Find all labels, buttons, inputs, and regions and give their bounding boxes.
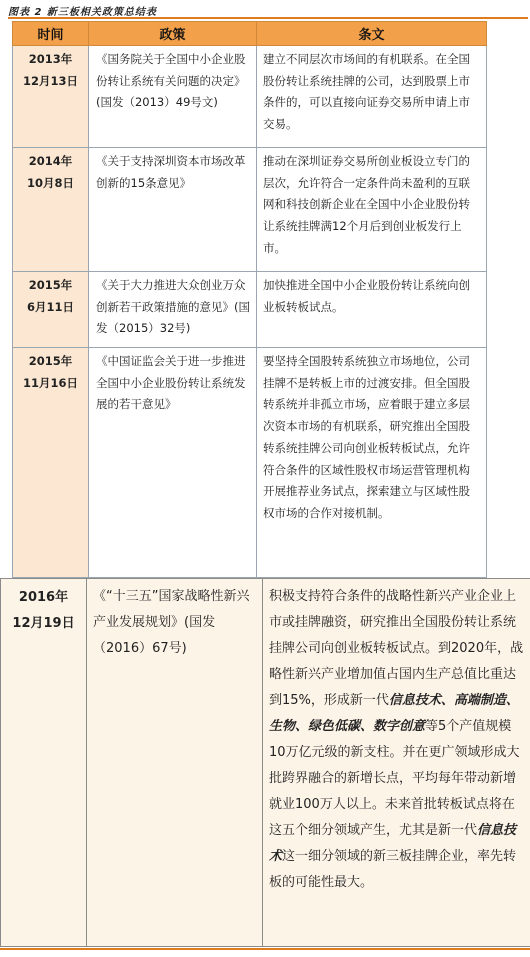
row-date: [13, 272, 89, 348]
figure-caption: 图表 2 新三板相关政策总结表: [8, 7, 157, 18]
row-date: [1, 579, 87, 947]
row-policy: 《中国证监会关于进一步推进全国中小企业股份转让系统发展的若干意见》: [89, 348, 257, 578]
clause-text: 这一细分领域的新三板挂牌企业，率先转板的可能性最大。: [269, 849, 517, 890]
row-date: [13, 148, 89, 272]
date-day: 10月8日: [26, 175, 74, 190]
header-clause: 条文: [257, 22, 487, 46]
row-policy: 《关于支持深圳资本市场改革创新的15条意见》: [89, 148, 257, 272]
table-row: [13, 46, 487, 148]
date-day: 12月19日: [12, 616, 75, 631]
row-clause: [263, 579, 530, 947]
bottom-rule: [0, 948, 530, 950]
row-policy: 《“十三五”国家战略性新兴产业发展规划》(国发（2016）67号): [87, 579, 263, 947]
date-year: 2014年: [28, 154, 73, 168]
date-year: 2013年: [28, 52, 73, 66]
row-clause: 推动在深圳证券交易所创业板设立专门的层次，允许符合一定条件尚未盈利的互联网和科技创新企业在全国中小企业股份转让系统挂牌满12个月后到创业板发行上市。: [257, 148, 487, 272]
table-header-row: [13, 22, 487, 46]
row-clause: 加快推进全国中小企业股份转让系统向创业板转板试点。: [257, 272, 487, 348]
row-clause: 建立不同层次市场间的有机联系。在全国股份转让系统挂牌的公司，达到股票上市条件的，可以直接向证券交易所申请上市交易。: [257, 46, 487, 148]
row-policy: 《国务院关于全国中小企业股份转让系统有关问题的决定》(国发（2013）49号文): [89, 46, 257, 148]
date-day: 6月11日: [26, 299, 74, 314]
policy-table: [12, 21, 487, 578]
date-year: 2015年: [28, 354, 73, 368]
date-day: 12月13日: [22, 73, 78, 88]
row-policy: 《关于大力推进大众创业万众创新若干政策措施的意见》(国发（2015）32号): [89, 272, 257, 348]
table-row: [1, 579, 530, 947]
clause-text: 等5个产值规模10万亿元级的新支柱。并在更广领域形成大批跨界融合的新增长点，平均每年带动新增就业100万人以上。未来首批转板试点将在这五个细分领域产生，尤其是新一代: [269, 719, 520, 838]
table-row: [13, 272, 487, 348]
header-policy: 政策: [89, 22, 257, 46]
caption-rule: [8, 17, 528, 19]
clause-text: 积极支持符合条件的战略性新兴产业企业上市或挂牌融资，研究推出全国股份转让系统挂牌公司向创业板转板试点。到2020年，战略性新兴产业增加值占国内生产总值比重达到15%，形成新一代: [269, 589, 524, 708]
header-time: 时间: [13, 22, 89, 46]
date-year: 2015年: [28, 278, 73, 292]
date-year: 2016年: [18, 590, 69, 605]
policy-table-2016: [0, 578, 530, 947]
date-day: 11月16日: [22, 375, 78, 390]
table-row: [13, 148, 487, 272]
row-date: [13, 46, 89, 148]
row-clause: 要坚持全国股转系统独立市场地位，公司挂牌不是转板上市的过渡安排。但全国股转系统并非孤立市场，应着眼于建立多层次资本市场的有机联系，研究推出全国股转系统挂牌公司向创业板转板试点，允许符合条件的区域性股权市场运营管理机构开展推荐业务试点，探索建立与区域性股权市场的合作对接机制。: [257, 348, 487, 578]
clause-emphasis: 信息技术: [269, 823, 517, 864]
table-row: [13, 348, 487, 578]
row-date: [13, 348, 89, 578]
clause-emphasis: 信息技术、高端制造、生物、绿色低碳、数字创意: [269, 693, 519, 734]
